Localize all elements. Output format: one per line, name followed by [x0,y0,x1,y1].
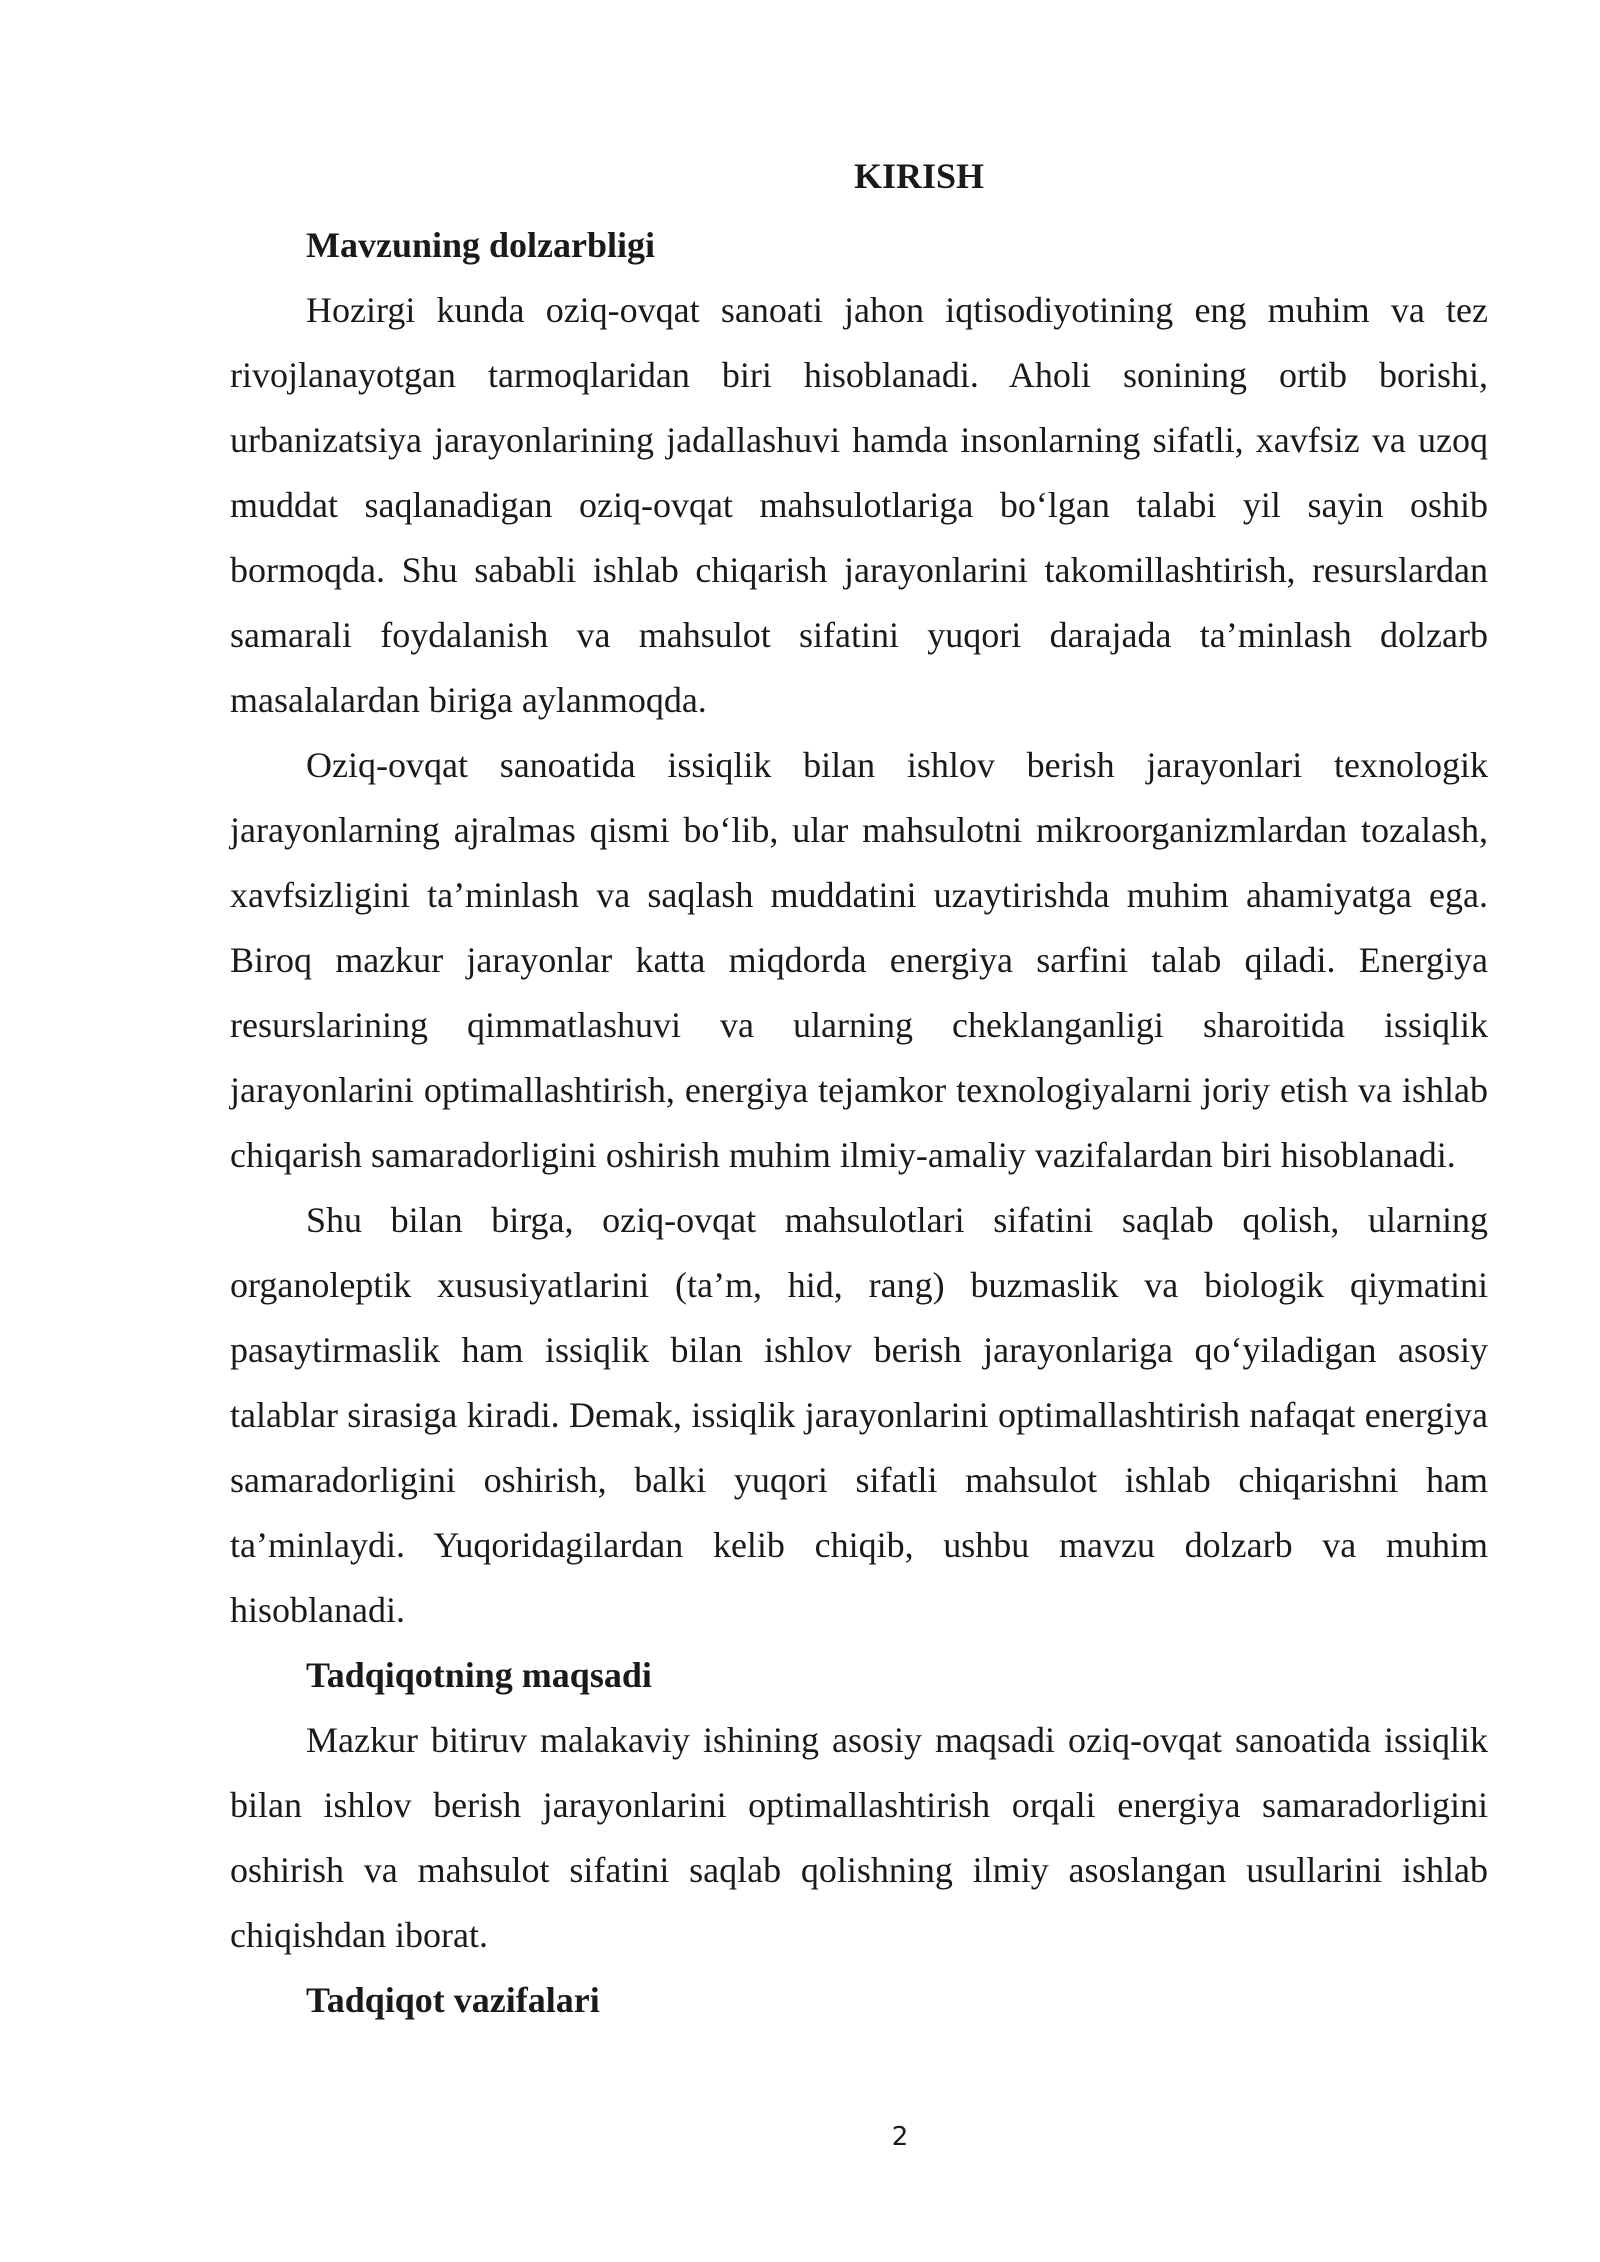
page-title: KIRISH [853,156,985,196]
paragraph: Shu bilan birga, oziq-ovqat mahsulotlari sifatini saqlab qolish, ularning organoleptik xususiyatlarini (ta’m, hid, rang) buzmaslik va biologik qiymatini pasaytirmaslik ham issiqlik bilan ishlov berish jarayonlariga qo‘yiladigan asosiy talablar sirasiga kiradi. Demak, issiqlik jarayonlarini optimallashtirish nafaqat energiya samaradorligini oshirish, balki yuqori sifatli mahsulot ishlab chiqarishni ham ta’minlaydi. Yuqoridagilardan kelib chiqib, ushbu mavzu dolzarb va muhim hisoblanadi. [230,1200,1488,1630]
paragraph: Oziq-ovqat sanoatida issiqlik bilan ishlov berish jarayonlari texnologik jarayonlarning ajralmas qismi bo‘lib, ular mahsulotni mikroorganizmlardan tozalash, xavfsizligini ta’minlash va saqlash muddatini uzaytirishda muhim ahamiyatga ega. Biroq mazkur jarayonlar katta miqdorda energiya sarfini talab qiladi. Energiya resurslarining qimmatlashuvi va ularning cheklanganligi sharoitida issiqlik jarayonlarini optimallashtirish, energiya tejamkor texnologiyalarni joriy etish va ishlab chiqarish samaradorligini oshirish muhim ilmiy-amaliy vazifalardan biri hisoblanadi. [230,745,1488,1175]
page-number [0,2122,1600,2152]
paragraph: Hozirgi kunda oziq-ovqat sanoati jahon iqtisodiyotining eng muhim va tez rivojlanayotgan tarmoqlaridan biri hisoblanadi. Aholi sonining ortib borishi, urbanizatsiya jarayonlarining jadallashuvi hamda insonlarning sifatli, xavfsiz va uzoq muddat saqlanadigan oziq-ovqat mahsulotlariga bo‘lgan talabi yil sayin oshib bormoqda. Shu sababli ishlab chiqarish jarayonlarini takomillashtirish, resurslardan samarali foydalanish va mahsulot sifatini yuqori darajada ta’minlash dolzarb masalalardan biriga aylanmoqda. [230,290,1488,720]
page-content [230,148,1488,2033]
paragraph: Mazkur bitiruv malakaviy ishining asosiy maqsadi oziq-ovqat sanoatida issiqlik bilan ishlov berish jarayonlarini optimallashtirish orqali energiya samaradorligini oshirish va mahsulot sifatini saqlab qolishning ilmiy asoslangan usullarini ishlab chiqishdan iborat. [230,1720,1488,1955]
section-heading-tasks: Tadqiqot vazifalari [306,1980,600,2020]
section-heading-relevance: Mavzuning dolzarbligi [306,225,656,265]
page-number-text: 2 [891,2122,909,2152]
section-heading-goal: Tadqiqotning maqsadi [306,1655,652,1695]
